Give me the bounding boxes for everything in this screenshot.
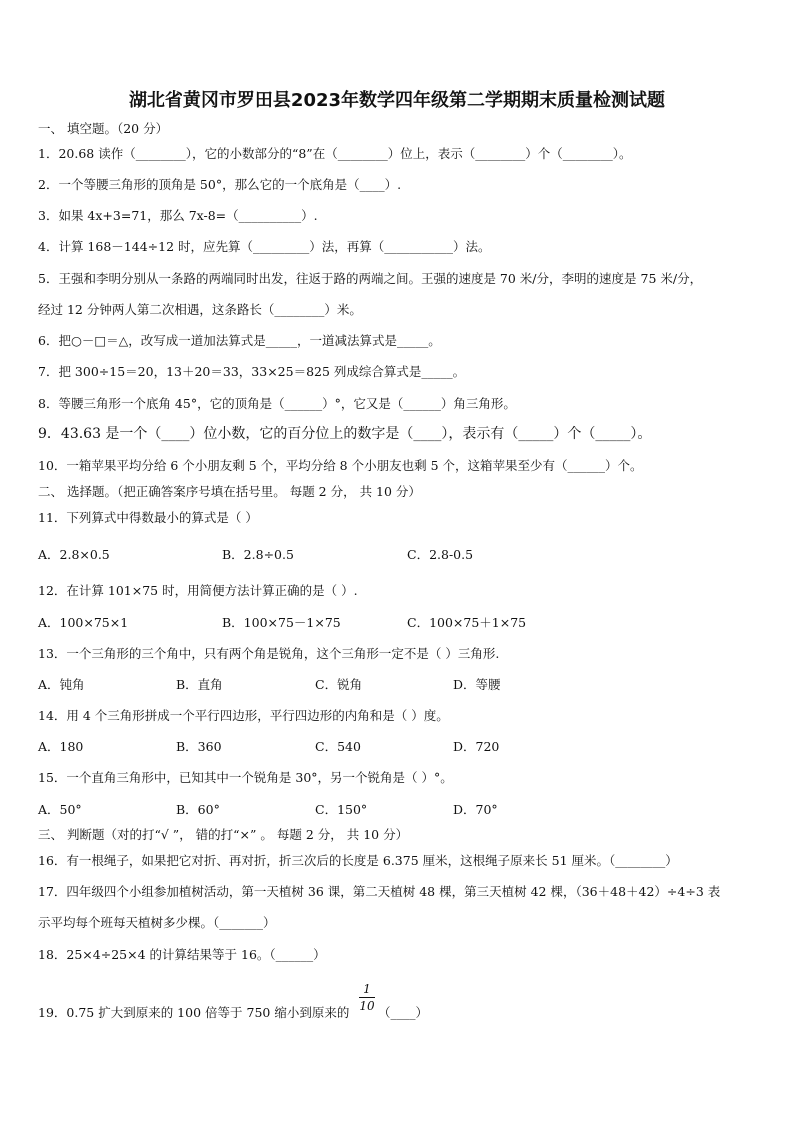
q11-option-b: B．2.8÷0.5 [222,547,294,562]
question-8: 8．等腰三角形一个底角 45°，它的顶角是（______）°，它又是（______）角三角形。 [38,396,516,411]
question-14: 14．用 4 个三角形拼成一个平行四边形，平行四边形的内角和是（ ）度。 [38,708,449,723]
question-13: 13．一个三角形的三个角中，只有两个角是锐角，这个三角形一定不是（ ）三角形. [38,646,500,661]
question-10: 10．一箱苹果平均分给 6 个小朋友剩 5 个，平均分给 8 个小朋友也剩 5 个，这箱苹果至少有（______）个。 [38,458,643,473]
q14-option-d: D．720 [453,739,500,754]
q15-option-d: D．70° [453,802,498,817]
fraction-denominator: 10 [359,999,375,1013]
question-5-line-1: 5．王强和李明分别从一条路的两端同时出发，往返于路的两端之间。王强的速度是 70 米/分，李明的速度是 75 米/分， [38,271,703,286]
fraction-bar [359,997,375,998]
q14-option-c: C．540 [315,739,361,754]
q15-option-c: C．150° [315,802,368,817]
question-1: 1．20.68 读作（________），它的小数部分的“8”在（________）位上，表示（________）个（________）。 [38,146,632,161]
q15-option-a: A．50° [38,802,82,817]
q11-option-a: A．2.8×0.5 [38,547,110,562]
page-title: 湖北省黄冈市罗田县2023年数学四年级第二学期期末质量检测试题 [128,90,666,111]
q14-option-b: B．360 [176,739,222,754]
q14-option-a: A．180 [38,739,84,754]
question-9: 9．43.63 是一个（____）位小数，它的百分位上的数字是（____），表示有（_____）个（_____）。 [38,426,652,442]
q12-option-c: C．100×75＋1×75 [407,615,527,630]
question-5-line-2: 经过 12 分钟两人第二次相遇，这条路长（________）米。 [38,302,362,317]
fraction-one-tenth [359,982,375,1013]
question-11: 11．下列算式中得数最小的算式是（ ） [38,510,258,525]
question-6: 6．把○－□＝△，改写成一道加法算式是_____，一道减法算式是_____。 [38,333,441,348]
question-15: 15．一个直角三角形中，已知其中一个锐角是 30°，另一个锐角是（ ）°。 [38,770,453,785]
q11-option-c: C．2.8-0.5 [407,547,474,562]
question-17-line-2: 示平均每个班每天植树多少棵。（_______） [38,915,276,930]
q13-option-c: C．锐角 [315,677,363,692]
section-fill-in: 一、 填空题。（20 分） [38,121,169,136]
fraction-numerator: 1 [363,982,371,996]
question-16: 16．有一根绳子，如果把它对折、再对折，折三次后的长度是 6.375 厘米，这根绳子原来长 51 厘米。（________） [38,853,678,868]
q13-option-b: B．直角 [176,677,223,692]
question-2: 2．一个等腰三角形的顶角是 50°，那么它的一个底角是（____）. [38,177,402,192]
q13-option-d: D．等腰 [453,677,501,692]
question-19-answer-blank: （____） [378,1005,429,1020]
section-multiple-choice: 二、 选择题。（把正确答案序号填在括号里。 每题 2 分， 共 10 分） [38,484,421,499]
q15-option-b: B．60° [176,802,220,817]
question-18: 18．25×4÷25×4 的计算结果等于 16。（______） [38,947,326,962]
question-17-line-1: 17．四年级四个小组参加植树活动，第一天植树 36 课，第二天植树 48 棵，第三天植树 42 棵，（36＋48＋42）÷4÷3 表 [38,884,721,899]
question-12: 12．在计算 101×75 时，用简便方法计算正确的是（ ）. [38,583,358,598]
q12-option-b: B．100×75－1×75 [222,615,341,630]
question-3: 3．如果 4x+3=71，那么 7x-8=（__________）. [38,208,318,223]
question-19: 19．0.75 扩大到原来的 100 倍等于 750 缩小到原来的 [38,1005,350,1020]
question-4: 4．计算 168－144÷12 时，应先算（_________）法，再算（___________）法。 [38,239,491,254]
q12-option-a: A．100×75×1 [38,615,129,630]
q13-option-a: A．钝角 [38,677,85,692]
section-true-false: 三、 判断题（对的打“√ ”， 错的打“×” 。 每题 2 分， 共 10 分） [38,827,409,842]
question-7: 7．把 300÷15＝20，13＋20＝33，33×25＝825 列成综合算式是_____。 [38,364,466,379]
